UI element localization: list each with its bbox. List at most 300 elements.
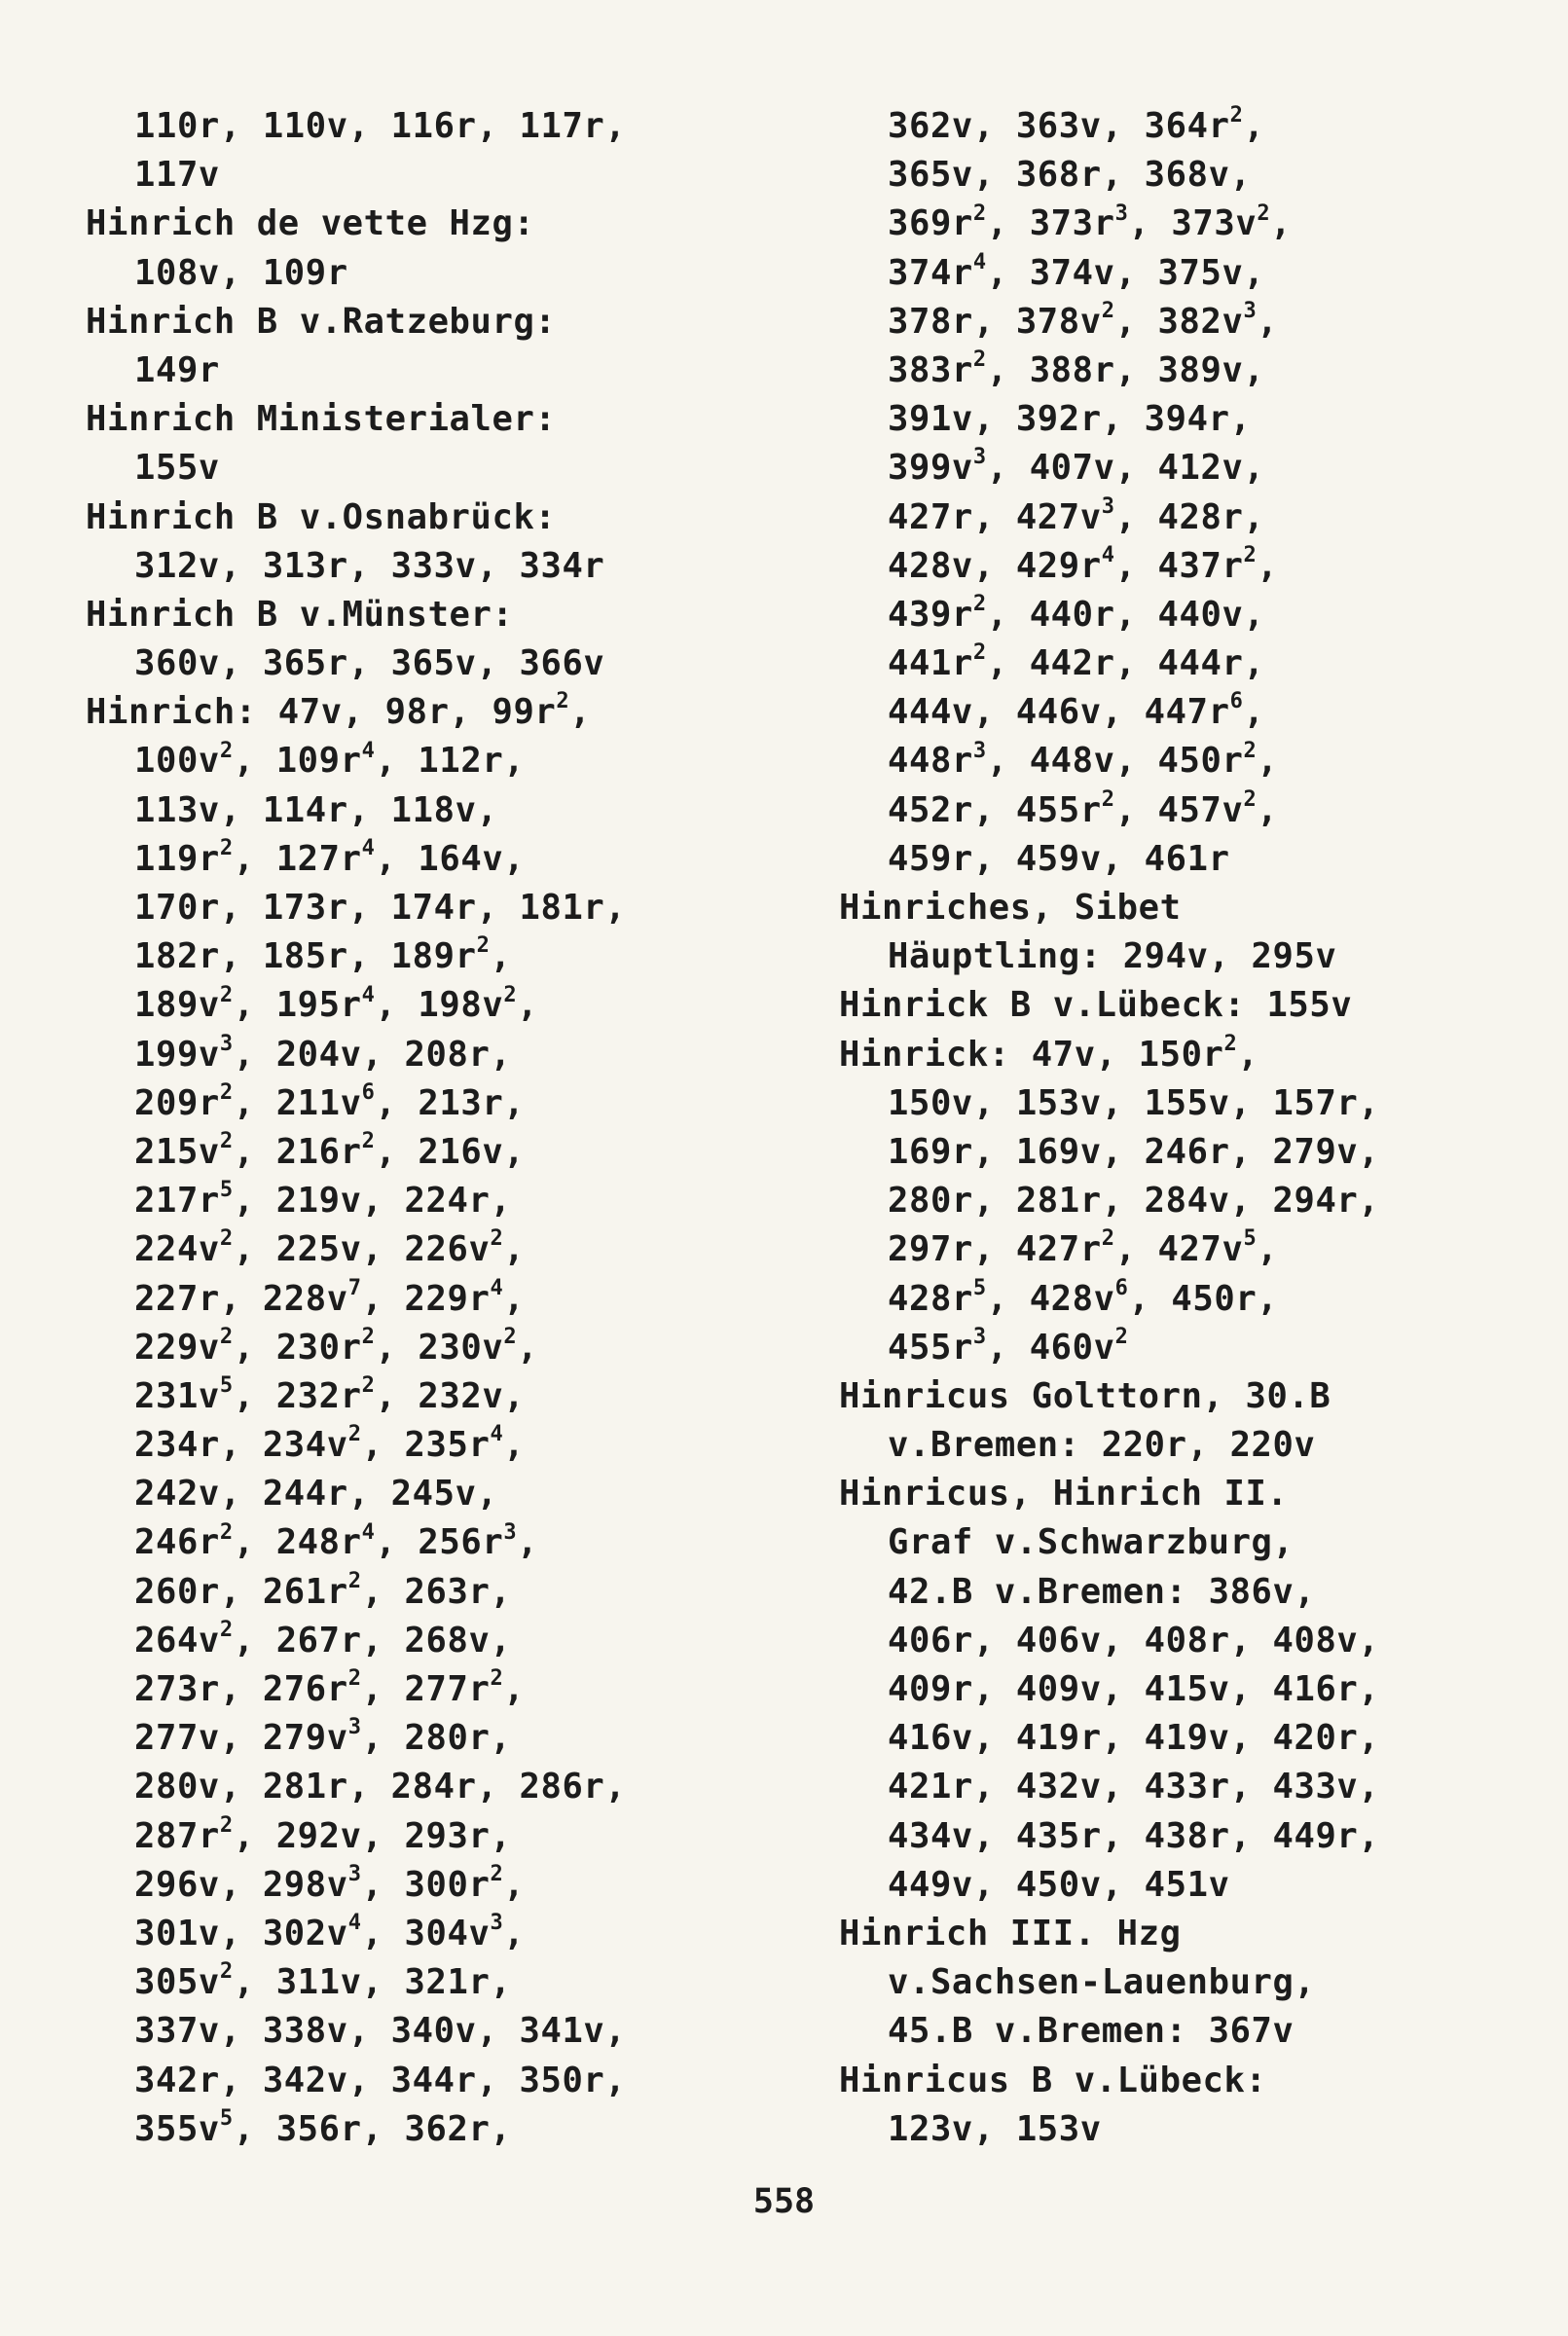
index-entry-continuation [839, 493, 1540, 542]
index-entry-continuation [839, 1177, 1540, 1225]
index-entry-continuation [839, 2007, 1540, 2056]
index-entry-continuation [839, 639, 1540, 688]
entry-text: , 195r [233, 985, 362, 1026]
occurrence-count: 5 [219, 1178, 234, 1203]
entry-text: , 164v, [375, 838, 526, 879]
entry-text: , 280r, [361, 1718, 512, 1759]
entry-text: , 198v [375, 985, 504, 1026]
occurrence-count: 2 [1101, 786, 1115, 812]
occurrence-count: 3 [1114, 201, 1129, 226]
entry-text: v.Bremen: 220r, 220v [888, 1425, 1316, 1466]
entry-text: , 450r, [1128, 1278, 1279, 1319]
occurrence-count: 4 [361, 738, 376, 763]
index-entry-continuation [86, 639, 767, 688]
entry-text: 378r, 378v [888, 301, 1102, 342]
index-entry-continuation [86, 102, 767, 151]
index-entry-continuation [86, 981, 767, 1030]
entry-text: 100v [134, 741, 220, 782]
entry-text: Graf v.Schwarzburg, [888, 1522, 1295, 1563]
occurrence-count: 3 [219, 1031, 234, 1056]
entry-text: , 230r [233, 1327, 362, 1368]
entry-text: 434v, 435r, 438r, 449r, [888, 1815, 1380, 1856]
entry-text: 416v, 419r, 419v, 420r, [888, 1718, 1380, 1759]
entry-text: 391v, 392r, 394r, [888, 399, 1252, 440]
index-entry-continuation [839, 395, 1540, 444]
index-entry-continuation [86, 1128, 767, 1177]
index-entry-continuation [839, 1812, 1540, 1861]
occurrence-count: 6 [361, 1079, 376, 1105]
entry-text: Häuptling: 294v, 295v [888, 936, 1337, 977]
index-entry-continuation [839, 737, 1540, 785]
index-entry-continuation [839, 1275, 1540, 1324]
occurrence-count: 2 [1101, 298, 1115, 323]
index-entry-heading [839, 884, 1540, 932]
entry-text: 42.B v.Bremen: 386v, [888, 1571, 1316, 1612]
index-entry-continuation [86, 1861, 767, 1910]
index-entry-continuation [839, 1225, 1540, 1274]
entry-text: 169r, 169v, 246r, 279v, [888, 1131, 1380, 1172]
index-entry-continuation [86, 1275, 767, 1324]
entry-text: 189v [134, 985, 220, 1026]
index-entry-continuation [839, 1763, 1540, 1811]
entry-text: , 248r [233, 1522, 362, 1563]
entry-text: , 235r [361, 1425, 491, 1466]
index-entry-continuation [86, 1568, 767, 1617]
occurrence-count: 3 [972, 445, 987, 470]
entry-text: 246r [134, 1522, 220, 1563]
occurrence-count: 5 [972, 1275, 987, 1300]
entry-text: , [1257, 1229, 1279, 1270]
entry-text: , 373r [986, 203, 1115, 244]
index-column-left [86, 102, 767, 2154]
occurrence-count: 5 [219, 1373, 234, 1399]
occurrence-count: 2 [219, 1519, 234, 1545]
entry-text: 421r, 432v, 433r, 433v, [888, 1767, 1380, 1807]
entry-text: , 204v, 208r, [233, 1034, 512, 1075]
entry-text: , 229r [361, 1278, 491, 1319]
occurrence-count: 2 [219, 738, 234, 763]
index-entry-continuation [86, 542, 767, 591]
entry-text: , 374v, 375v, [986, 252, 1265, 293]
index-entry-continuation [839, 200, 1540, 248]
occurrence-count: 5 [219, 2105, 234, 2131]
entry-text: , [503, 1425, 526, 1466]
index-entry-continuation [839, 1665, 1540, 1714]
index-entry-continuation [86, 2007, 767, 2056]
entry-text: 150v, 153v, 155v, 157r, [888, 1082, 1380, 1123]
index-entry-continuation [839, 1128, 1540, 1177]
occurrence-count: 2 [219, 1324, 234, 1349]
entry-text: , 427v [1114, 1229, 1244, 1270]
entry-text: , [517, 1327, 539, 1368]
entry-text: 280r, 281r, 284v, 294r, [888, 1181, 1380, 1222]
occurrence-count: 4 [1101, 542, 1115, 567]
index-entry-continuation [839, 786, 1540, 835]
index-entry-continuation [86, 786, 767, 835]
index-entry-continuation [86, 1421, 767, 1470]
index-entry-continuation [86, 1617, 767, 1665]
entry-text: , 437r [1114, 545, 1244, 586]
entry-text: 459r, 459v, 461r [888, 838, 1230, 879]
entry-text: , 225v, 226v [233, 1229, 491, 1270]
entry-text: 110r, 110v, 116r, 117r, [134, 106, 627, 146]
entry-text: , 230v [375, 1327, 504, 1368]
occurrence-count: 3 [972, 738, 987, 763]
entry-text: , 267r, 268v, [233, 1620, 512, 1661]
entry-text: , [569, 692, 592, 733]
occurrence-count: 2 [972, 201, 987, 226]
index-entry-heading [86, 688, 767, 737]
entry-text: 374r [888, 252, 973, 293]
entry-text: , 407v, 412v, [986, 448, 1265, 489]
entry-text: , 109r [233, 741, 362, 782]
index-entry-continuation [86, 1324, 767, 1372]
occurrence-count: 2 [347, 1568, 362, 1593]
entry-text: , 448v, 450r [986, 741, 1244, 782]
entry-text: , 428r, [1114, 496, 1265, 537]
entry-text: , 292v, 293r, [233, 1815, 512, 1856]
index-entry-continuation [86, 1812, 767, 1861]
entry-text: 280v, 281r, 284r, 286r, [134, 1767, 627, 1807]
entry-text: 355v [134, 2108, 220, 2149]
occurrence-count: 5 [1243, 1226, 1258, 1252]
occurrence-count: 3 [1101, 493, 1115, 519]
entry-text: Hinricus Golttorn, 30.B [839, 1375, 1331, 1416]
index-entry-continuation [839, 151, 1540, 200]
entry-text: , 388r, 389v, [986, 349, 1265, 390]
index-entry-continuation [839, 688, 1540, 737]
entry-text: , [517, 1522, 539, 1563]
occurrence-count: 4 [361, 1519, 376, 1545]
index-entry-continuation [86, 249, 767, 298]
entry-text: 227r, 228v [134, 1278, 348, 1319]
entry-text: 409r, 409v, 415v, 416r, [888, 1669, 1380, 1709]
entry-text: 260r, 261r [134, 1571, 348, 1612]
occurrence-count: 2 [347, 1666, 362, 1692]
occurrence-count: 2 [503, 1324, 518, 1349]
entry-text: 209r [134, 1082, 220, 1123]
entry-text: 45.B v.Bremen: 367v [888, 2011, 1295, 2052]
entry-text: Hinrich de vette Hzg: [86, 203, 535, 244]
entry-text: Hinrick: 47v, 150r [839, 1034, 1224, 1075]
entry-text: 231v [134, 1375, 220, 1416]
entry-text: , 277r [361, 1669, 491, 1709]
entry-text: , 216v, [375, 1131, 526, 1172]
occurrence-count: 2 [972, 347, 987, 373]
entry-text: , 232v, [375, 1375, 526, 1416]
entry-text: 301v, 302v [134, 1913, 348, 1953]
occurrence-count: 2 [490, 1861, 504, 1886]
index-entry-continuation [839, 1421, 1540, 1470]
occurrence-count: 2 [219, 1079, 234, 1105]
occurrence-count: 2 [219, 1617, 234, 1642]
entry-text: , [1257, 545, 1279, 586]
occurrence-count: 2 [347, 1422, 362, 1447]
index-entry-continuation [86, 1958, 767, 2007]
entry-text: , 460v [986, 1327, 1115, 1368]
entry-text: , [1257, 301, 1279, 342]
index-entry-continuation [86, 884, 767, 932]
entry-text: 449v, 450v, 451v [888, 1864, 1230, 1905]
index-entry-continuation [839, 591, 1540, 639]
index-entry-heading [86, 200, 767, 248]
entry-text: Hinrick B v.Lübeck: 155v [839, 985, 1353, 1026]
occurrence-count: 3 [503, 1519, 518, 1545]
page-number: 558 [752, 2182, 816, 2221]
entry-text: Hinrich B v.Osnabrück: [86, 496, 557, 537]
index-entry-continuation [839, 542, 1540, 591]
occurrence-count: 6 [1229, 689, 1244, 714]
index-entry-continuation [86, 1372, 767, 1421]
index-entry-continuation [86, 151, 767, 200]
occurrence-count: 4 [972, 249, 987, 274]
entry-text: , 219v, 224r, [233, 1181, 512, 1222]
occurrence-count: 6 [1114, 1275, 1129, 1300]
index-entry-continuation [86, 1470, 767, 1518]
index-entry-continuation [839, 347, 1540, 395]
entry-text: , 373v [1128, 203, 1258, 244]
index-entry-heading [86, 591, 767, 639]
entry-text: 287r [134, 1815, 220, 1856]
index-entry-heading [839, 1372, 1540, 1421]
occurrence-count: 2 [1229, 103, 1244, 128]
index-entry-continuation [86, 1714, 767, 1763]
entry-text: , [503, 1229, 526, 1270]
occurrence-count: 2 [219, 1812, 234, 1838]
entry-text: 428v, 429r [888, 545, 1102, 586]
index-entry-continuation [86, 1518, 767, 1567]
occurrence-count: 2 [1243, 786, 1258, 812]
entry-text: , 428v [986, 1278, 1115, 1319]
occurrence-count: 4 [361, 835, 376, 860]
entry-text: , [503, 1913, 526, 1953]
occurrence-count: 3 [347, 1715, 362, 1740]
index-entry-continuation [86, 1910, 767, 1958]
entry-text: 305v [134, 1962, 220, 2003]
index-entry-heading [839, 1031, 1540, 1079]
entry-text: , 216r [233, 1131, 362, 1172]
index-entry-continuation [839, 1861, 1540, 1910]
entry-text: Hinricus B v.Lübeck: [839, 2060, 1267, 2100]
index-entry-heading [86, 493, 767, 542]
index-entry-heading [839, 981, 1540, 1030]
index-entry-continuation [86, 737, 767, 785]
entry-text: , 211v [233, 1082, 362, 1123]
occurrence-count: 4 [490, 1275, 504, 1300]
entry-text: 170r, 173r, 174r, 181r, [134, 888, 627, 928]
entry-text: 455r [888, 1327, 973, 1368]
entry-text: 234r, 234v [134, 1425, 348, 1466]
index-entry-continuation [86, 1079, 767, 1128]
entry-text: Hinrich B v.Münster: [86, 594, 514, 635]
entry-text: 155v [134, 448, 220, 489]
index-entry-continuation [839, 1324, 1540, 1372]
entry-text: 297r, 427r [888, 1229, 1102, 1270]
entry-text: 448r [888, 741, 973, 782]
entry-text: Hinrich: 47v, 98r, 99r [86, 692, 557, 733]
occurrence-count: 2 [219, 1129, 234, 1154]
entry-text: , 457v [1114, 789, 1244, 830]
entry-text: 399v [888, 448, 973, 489]
occurrence-count: 4 [361, 982, 376, 1007]
entry-text: , [1270, 203, 1293, 244]
occurrence-count: 2 [219, 1226, 234, 1252]
entry-text: , 356r, 362r, [233, 2108, 512, 2149]
entry-text: 215v [134, 1131, 220, 1172]
occurrence-count: 2 [972, 592, 987, 617]
entry-text: 360v, 365r, 365v, 366v [134, 643, 605, 684]
occurrence-count: 2 [503, 982, 518, 1007]
index-entry-continuation [86, 932, 767, 981]
entry-text: 182r, 185r, 189r [134, 936, 477, 977]
entry-text: 117v [134, 155, 220, 196]
entry-text: , 256r [375, 1522, 504, 1563]
entry-text: , [503, 1669, 526, 1709]
entry-text: 365v, 368r, 368v, [888, 155, 1252, 196]
entry-text: , [503, 1864, 526, 1905]
index-entry-continuation [86, 835, 767, 884]
occurrence-count: 3 [972, 1324, 987, 1349]
entry-text: , 382v [1114, 301, 1244, 342]
entry-text: 108v, 109r [134, 252, 348, 293]
occurrence-count: 7 [347, 1275, 362, 1300]
occurrence-count: 2 [556, 689, 570, 714]
index-entry-continuation [839, 932, 1540, 981]
occurrence-count: 2 [490, 1226, 504, 1252]
occurrence-count: 4 [347, 1911, 362, 1936]
entry-text: 342r, 342v, 344r, 350r, [134, 2060, 627, 2100]
entry-text: , [1257, 789, 1279, 830]
entry-text: Hinriches, Sibet [839, 888, 1182, 928]
occurrence-count: 2 [361, 1373, 376, 1399]
entry-text: , [503, 1278, 526, 1319]
entry-text: 296v, 298v [134, 1864, 348, 1905]
entry-text: Hinrich Ministerialer: [86, 399, 557, 440]
occurrence-count: 2 [1257, 201, 1271, 226]
index-entry-continuation [839, 1518, 1540, 1567]
entry-text: , 232r [233, 1375, 362, 1416]
entry-text: 337v, 338v, 340v, 341v, [134, 2011, 627, 2052]
entry-text: , [1257, 741, 1279, 782]
entry-text: , 213r, [375, 1082, 526, 1123]
occurrence-count: 2 [1101, 1226, 1115, 1252]
entry-text: , [1243, 692, 1265, 733]
entry-text: 441r [888, 643, 973, 684]
occurrence-count: 2 [1114, 1324, 1129, 1349]
index-entry-heading [839, 2057, 1540, 2105]
entry-text: 406r, 406v, 408r, 408v, [888, 1620, 1380, 1661]
index-entry-heading [839, 1470, 1540, 1518]
entry-text: 383r [888, 349, 973, 390]
entry-text: , 263r, [361, 1571, 512, 1612]
occurrence-count: 2 [1243, 738, 1258, 763]
entry-text: , 440r, 440v, [986, 594, 1265, 635]
index-entry-continuation [839, 444, 1540, 493]
entry-text: 439r [888, 594, 973, 635]
entry-text: 452r, 455r [888, 789, 1102, 830]
index-entry-heading [86, 395, 767, 444]
entry-text: , 127r [233, 838, 362, 879]
index-entry-continuation [839, 102, 1540, 151]
entry-text: Hinrich B v.Ratzeburg: [86, 301, 557, 342]
entry-text: v.Sachsen-Lauenburg, [888, 1962, 1316, 2003]
entry-text: 123v, 153v [888, 2108, 1102, 2149]
entry-text: 362v, 363v, 364r [888, 106, 1230, 146]
entry-text: , [517, 985, 539, 1026]
entry-text: Hinrich III. Hzg [839, 1913, 1182, 1953]
entry-text: 444v, 446v, 447r [888, 692, 1230, 733]
index-entry-continuation [86, 1031, 767, 1079]
entry-text: 242v, 244r, 245v, [134, 1474, 498, 1515]
index-entry-continuation [839, 1617, 1540, 1665]
entry-text: 224v [134, 1229, 220, 1270]
entry-text: 264v [134, 1620, 220, 1661]
entry-text: 312v, 313r, 333v, 334r [134, 545, 605, 586]
entry-text: 229v [134, 1327, 220, 1368]
entry-text: , 300r [361, 1864, 491, 1905]
occurrence-count: 3 [1243, 298, 1258, 323]
index-entry-continuation [86, 347, 767, 395]
entry-text: Hinricus, Hinrich II. [839, 1474, 1289, 1515]
index-entry-continuation [839, 1079, 1540, 1128]
index-entry-continuation [839, 249, 1540, 298]
entry-text: 217r [134, 1181, 220, 1222]
index-entry-continuation [839, 1714, 1540, 1763]
entry-text: 369r [888, 203, 973, 244]
occurrence-count: 4 [490, 1422, 504, 1447]
entry-text: , 112r, [375, 741, 526, 782]
index-column-right [839, 102, 1540, 2154]
entry-text: 119r [134, 838, 220, 879]
index-entry-continuation [86, 2057, 767, 2105]
occurrence-count: 3 [490, 1911, 504, 1936]
occurrence-count: 2 [972, 640, 987, 666]
index-entry-heading [86, 298, 767, 347]
occurrence-count: 2 [361, 1324, 376, 1349]
entry-text: , 304v [361, 1913, 491, 1953]
occurrence-count: 2 [361, 1129, 376, 1154]
entry-text: 113v, 114r, 118v, [134, 789, 498, 830]
index-entry-heading [839, 1910, 1540, 1958]
occurrence-count: 2 [219, 1959, 234, 1985]
occurrence-count: 3 [347, 1861, 362, 1886]
entry-text: 273r, 276r [134, 1669, 348, 1709]
entry-text: , 442r, 444r, [986, 643, 1265, 684]
entry-text: , [490, 936, 512, 977]
index-entry-continuation [86, 1225, 767, 1274]
occurrence-count: 2 [490, 1666, 504, 1692]
occurrence-count: 2 [219, 982, 234, 1007]
entry-text: , 311v, 321r, [233, 1962, 512, 2003]
index-entry-continuation [839, 1568, 1540, 1617]
index-entry-continuation [86, 1665, 767, 1714]
entry-text: 149r [134, 349, 220, 390]
index-entry-continuation [839, 298, 1540, 347]
entry-text: , [1243, 106, 1265, 146]
occurrence-count: 2 [1243, 542, 1258, 567]
entry-text: 428r [888, 1278, 973, 1319]
occurrence-count: 2 [219, 835, 234, 860]
entry-text: 277v, 279v [134, 1718, 348, 1759]
index-entry-continuation [839, 2105, 1540, 2154]
index-entry-continuation [86, 2105, 767, 2154]
occurrence-count: 2 [476, 933, 491, 959]
index-entry-continuation [839, 835, 1540, 884]
index-entry-continuation [839, 1958, 1540, 2007]
entry-text: 199v [134, 1034, 220, 1075]
entry-text: , [1237, 1034, 1259, 1075]
occurrence-count: 2 [1223, 1031, 1238, 1056]
